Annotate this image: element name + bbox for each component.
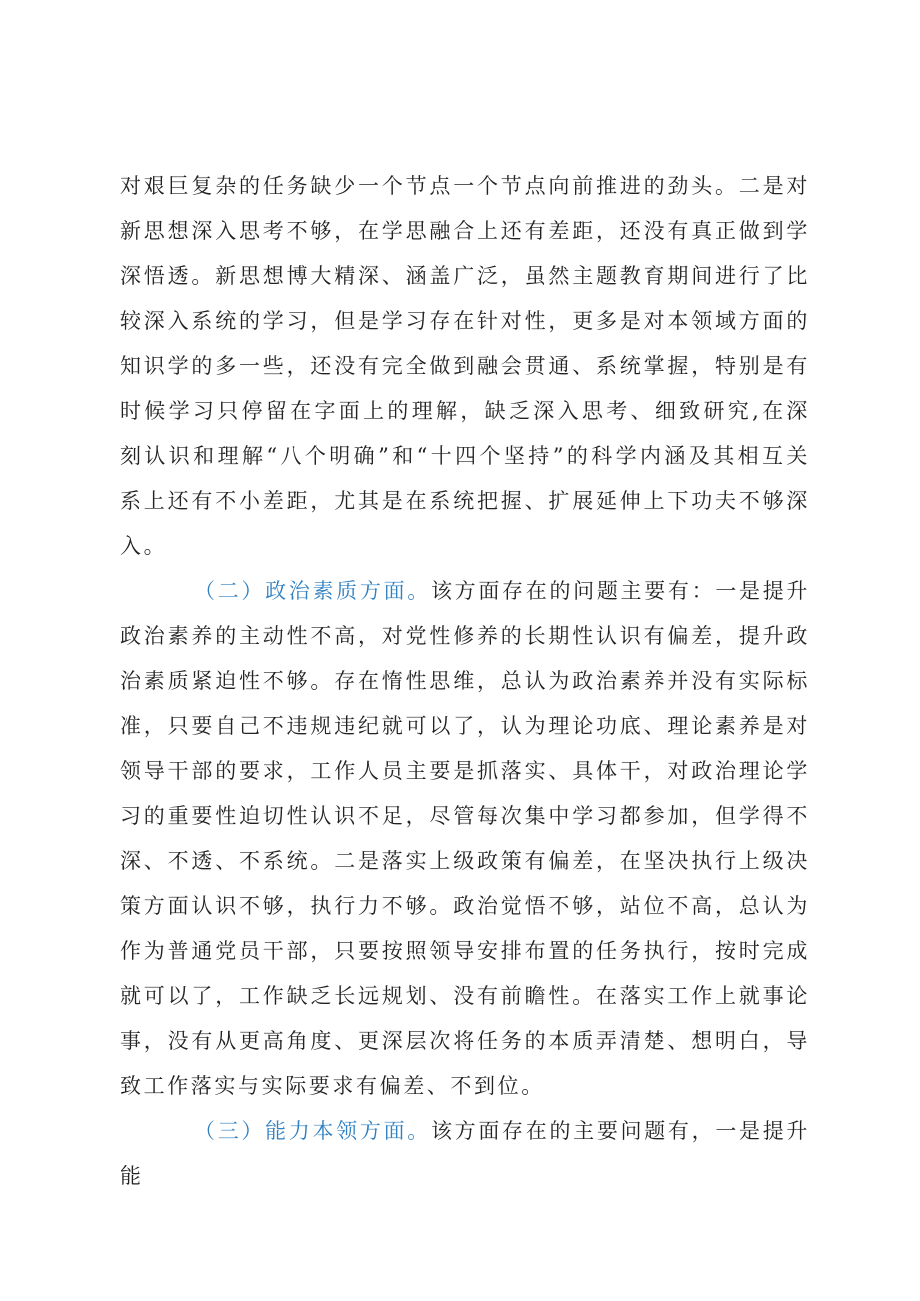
paragraph-3-text: 该方面存在的主要问题有，一是提升能: [120, 1119, 811, 1188]
body-paragraph-3: [120, 1109, 810, 1199]
section-heading-ability: （三）能力本领方面。: [194, 1119, 431, 1143]
document-body: [120, 164, 810, 1199]
section-heading-political-quality: （二）政治素质方面。: [194, 579, 431, 603]
body-paragraph-2: [120, 569, 810, 1109]
paragraph-1-text: 对艰巨复杂的任务缺少一个节点一个节点向前推进的劲头。二是对新思想深入思考不够，在学思融合上还有差距，还没有真正做到学深悟透。新思想博大精深、涵盖广泛，虽然主题教育期间进行了比较深入系统的学习，但是学习存在针对性，更多是对本领域方面的知识学的多一些，还没有完全做到融会贯通、系统掌握，特别是有时候学习只停留在字面上的理解，缺乏深入思考、细致研究,在深刻认识和理解“八个明确”和“十四个坚持”的科学内涵及其相互关系上还有不小差距，尤其是在系统把握、扩展延伸上下功夫不够深入。: [120, 174, 810, 558]
body-paragraph-1: [120, 164, 810, 569]
paragraph-2-text: 该方面存在的问题主要有：一是提升政治素养的主动性不高，对党性修养的长期性认识有偏差，提升政治素质紧迫性不够。存在惰性思维，总认为政治素养并没有实际标准，只要自己不违规违纪就可以了，认为理论功底、理论素养是对领导干部的要求，工作人员主要是抓落实、具体干，对政治理论学习的重要性迫切性认识不足，尽管每次集中学习都参加，但学得不深、不透、不系统。二是落实上级政策有偏差，在坚决执行上级决策方面认识不够，执行力不够。政治觉悟不够，站位不高，总认为作为普通党员干部，只要按照领导安排布置的任务执行，按时完成就可以了，工作缺乏长远规划、没有前瞻性。在落实工作上就事论事，没有从更高角度、更深层次将任务的本质弄清楚、想明白，导致工作落实与实际要求有偏差、不到位。: [120, 579, 811, 1098]
